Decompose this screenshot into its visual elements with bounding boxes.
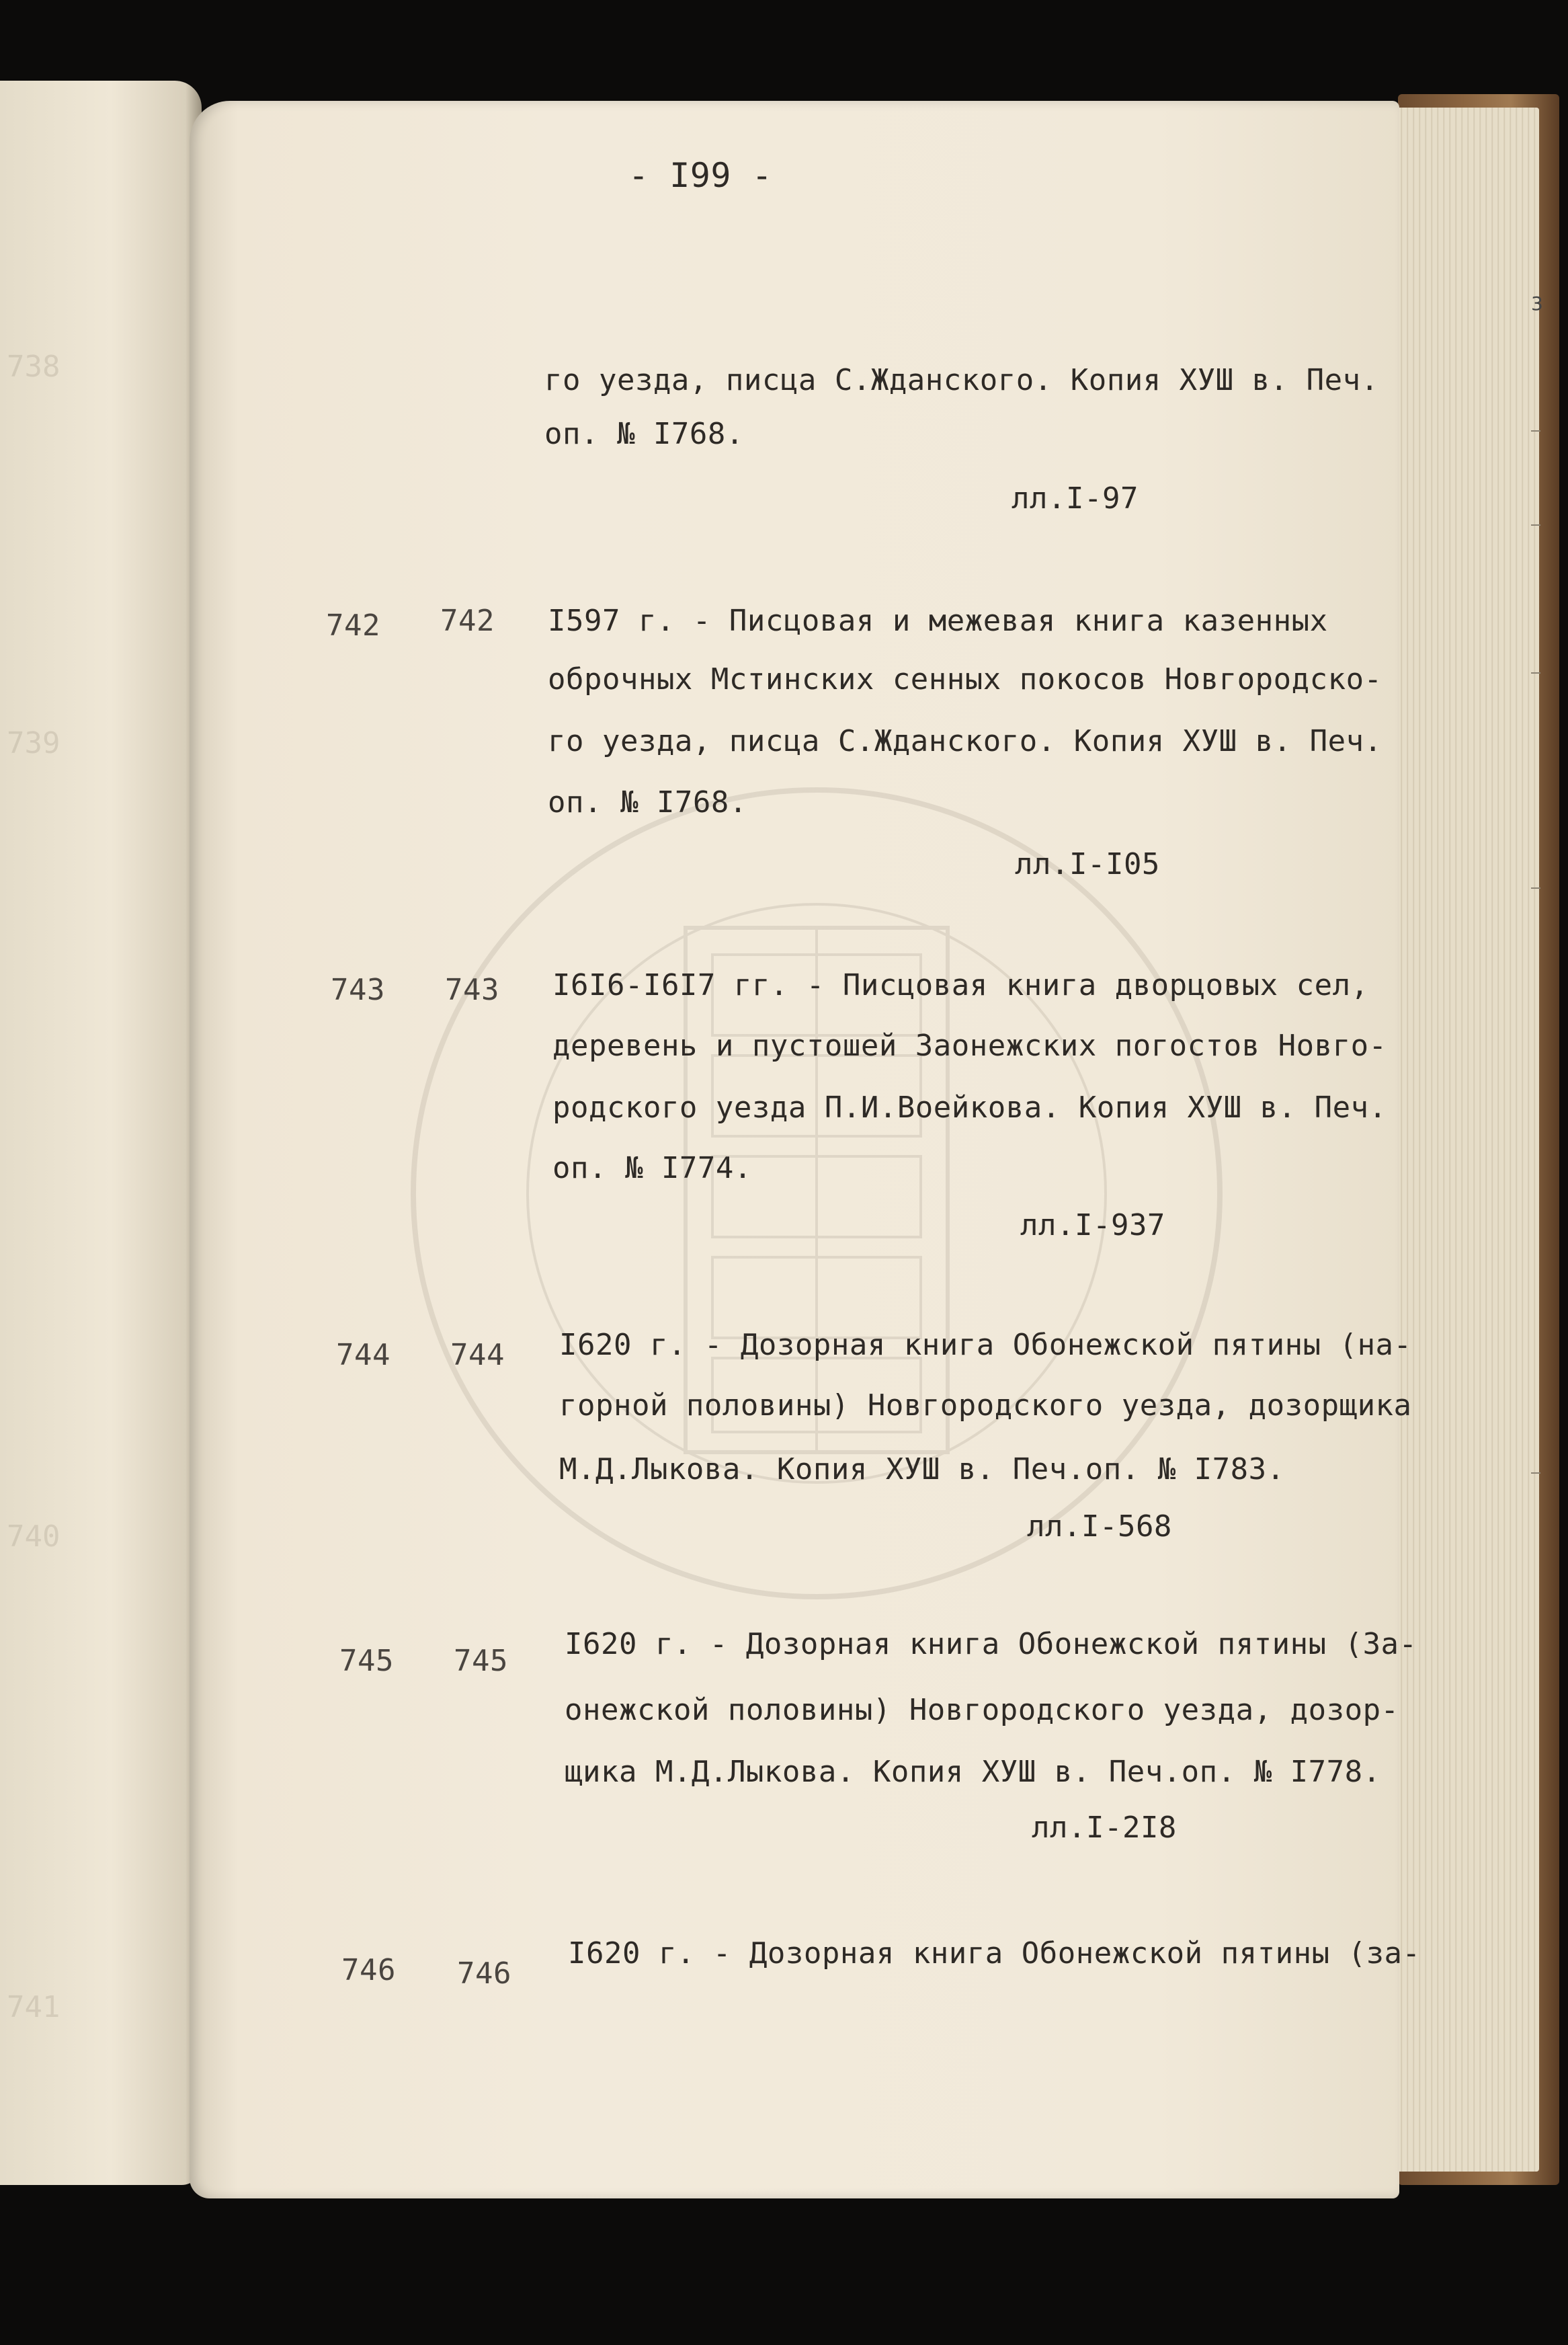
entry-number-right: 744 [450, 1338, 505, 1372]
entry-text-line: I6I6-I6I7 гг. - Писцовая книга дворцовых сел, [552, 968, 1369, 1002]
entry-number-right: 743 [445, 973, 499, 1007]
entry-number-right: 742 [440, 604, 495, 638]
edge-tick [1531, 1472, 1540, 1474]
entry-text-line: го уезда, писца С.Жданского. Копия ХУШ в. Печ. [548, 724, 1383, 758]
archive-stamp-watermark [397, 773, 1237, 1614]
continuation-folio: лл.I-97 [1012, 481, 1139, 516]
continuation-line: оп. № I768. [544, 417, 744, 451]
entry-text-line: I597 г. - Писцовая и межевая книга казенных [548, 604, 1328, 638]
page-number: - I99 - [628, 156, 773, 195]
left-page [0, 81, 202, 2185]
entry-text-line: оброчных Мстинских сенных покосов Новгородско- [548, 662, 1383, 697]
entry-text-line: деревень и пустошей Заонежских погостов Новго- [552, 1029, 1387, 1063]
entry-text-line: I620 г. - Дозорная книга Обонежской пятины (за- [568, 1936, 1421, 1971]
edge-tick [1531, 887, 1540, 889]
entry-folio: лл.I-I05 [1015, 847, 1160, 881]
entry-number-left: 743 [331, 973, 385, 1007]
left-page-ghost-number: 738 [7, 350, 60, 384]
entry-text-line: родского уезда П.И.Воейкова. Копия ХУШ в. Печ. [552, 1090, 1387, 1125]
left-page-ghost-number: 740 [7, 1519, 60, 1554]
entry-text-line: горной половины) Новгородского уезда, дозорщика [559, 1388, 1412, 1423]
left-page-ghost-number: 741 [7, 1990, 60, 2024]
entry-text-line: оп. № I768. [548, 785, 747, 820]
entry-text-line: М.Д.Лыкова. Копия ХУШ в. Печ.оп. № I783. [559, 1452, 1285, 1486]
continuation-line: го уезда, писца С.Жданского. Копия ХУШ в. Печ. [544, 363, 1379, 397]
entry-number-right: 745 [454, 1644, 508, 1678]
page-stack-edge [1385, 108, 1539, 2172]
entry-number-left: 745 [339, 1644, 394, 1678]
entry-text-line: I620 г. - Дозорная книга Обонежской пятины (на- [559, 1328, 1412, 1362]
edge-tick [1531, 430, 1540, 432]
entry-text-line: онежской половины) Новгородского уезда, дозор- [565, 1693, 1399, 1727]
entry-text-line: щика М.Д.Лыкова. Копия ХУШ в. Печ.оп. № I778. [565, 1755, 1381, 1789]
entry-text-line: оп. № I774. [552, 1151, 752, 1185]
entry-folio: лл.I-568 [1027, 1509, 1172, 1544]
entry-folio: лл.I-937 [1020, 1208, 1165, 1242]
entry-text-line: I620 г. - Дозорная книга Обонежской пятины (За- [565, 1627, 1417, 1661]
entry-number-left: 744 [336, 1338, 390, 1372]
edge-tick [1531, 524, 1540, 526]
entry-folio: лл.I-2I8 [1032, 1811, 1177, 1845]
entry-number-right: 746 [457, 1956, 511, 1991]
entry-number-left: 746 [341, 1953, 396, 1987]
entry-number-left: 742 [326, 608, 380, 643]
edge-mark: 3 [1531, 292, 1543, 315]
edge-tick [1531, 672, 1540, 674]
left-page-ghost-number: 739 [7, 726, 60, 760]
